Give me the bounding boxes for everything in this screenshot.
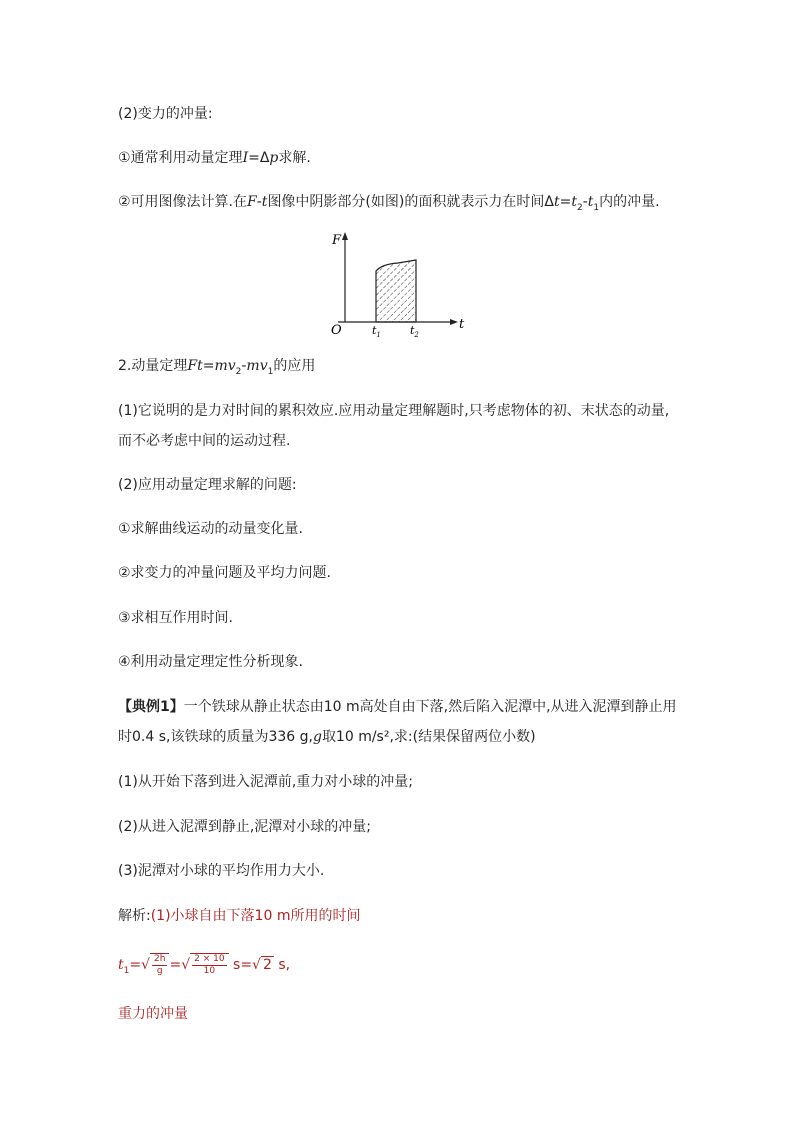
para-method-momentum-theorem: ①通常利用动量定理I=Δp求解.	[118, 150, 311, 166]
list-item-1: ①求解曲线运动的动量变化量.	[118, 521, 304, 537]
list-item-2: ②求变力的冲量问题及平均力问题.	[118, 565, 332, 581]
tick-t2-label: $t_2$	[410, 324, 419, 339]
origin-label: O	[331, 323, 342, 338]
list-item-3: ③求相互作用时间.	[118, 610, 234, 626]
para-cumulative-effect: (1)它说明的是力对时间的累积效应.应用动量定理解题时,只考虑物体的初、末状态的动量,而不必考虑中间的运动过程.	[118, 403, 670, 449]
section-heading-theorem-application: 2.动量定理$Ft=mv_2-mv_1$的应用	[118, 358, 316, 377]
y-axis-label: F	[332, 233, 342, 248]
x-axis-label: t	[459, 317, 465, 332]
x-axis-arrow	[450, 319, 458, 325]
list-item-4: ④利用动量定理定性分析现象.	[118, 654, 304, 670]
question-2: (2)从进入泥潭到静止,泥潭对小球的冲量;	[118, 819, 371, 835]
question-3: (3)泥潭对小球的平均作用力大小.	[118, 863, 325, 879]
gravity-impulse-heading: 重力的冲量	[118, 1006, 188, 1022]
para-variable-force-impulse: (2)变力的冲量:	[118, 106, 213, 122]
solution-intro: 解析:(1)小球自由下落10 m所用的时间	[118, 908, 361, 924]
force-time-graph	[328, 230, 478, 340]
question-1: (1)从开始下落到进入泥潭前,重力对小球的冲量;	[118, 774, 413, 790]
equation-t1: $t_1=√$ $\frac{2h}{g}$ =√ $\frac{2 \times 10}{10}$ s=√ 2 s,	[118, 954, 291, 976]
shaded-impulse-area	[376, 260, 416, 322]
para-method-graph: ②可用图像法计算.在F-t图像中阴影部分(如图)的面积就表示力在时间$\Delta t=t_2-t_1$内的冲量.	[118, 194, 660, 213]
para-problems-heading: (2)应用动量定理求解的问题:	[118, 477, 297, 493]
tick-t1-label: $t_1$	[372, 324, 381, 339]
example-1: 【典例1】一个铁球从静止状态由10 m高处自由下落,然后陷入泥潭中,从进入泥潭到静止用时0.4 s,该铁球的质量为336 g,g取10 m/s²,求:(结果保留两位小数)	[118, 699, 677, 745]
y-axis-arrow	[342, 232, 348, 240]
